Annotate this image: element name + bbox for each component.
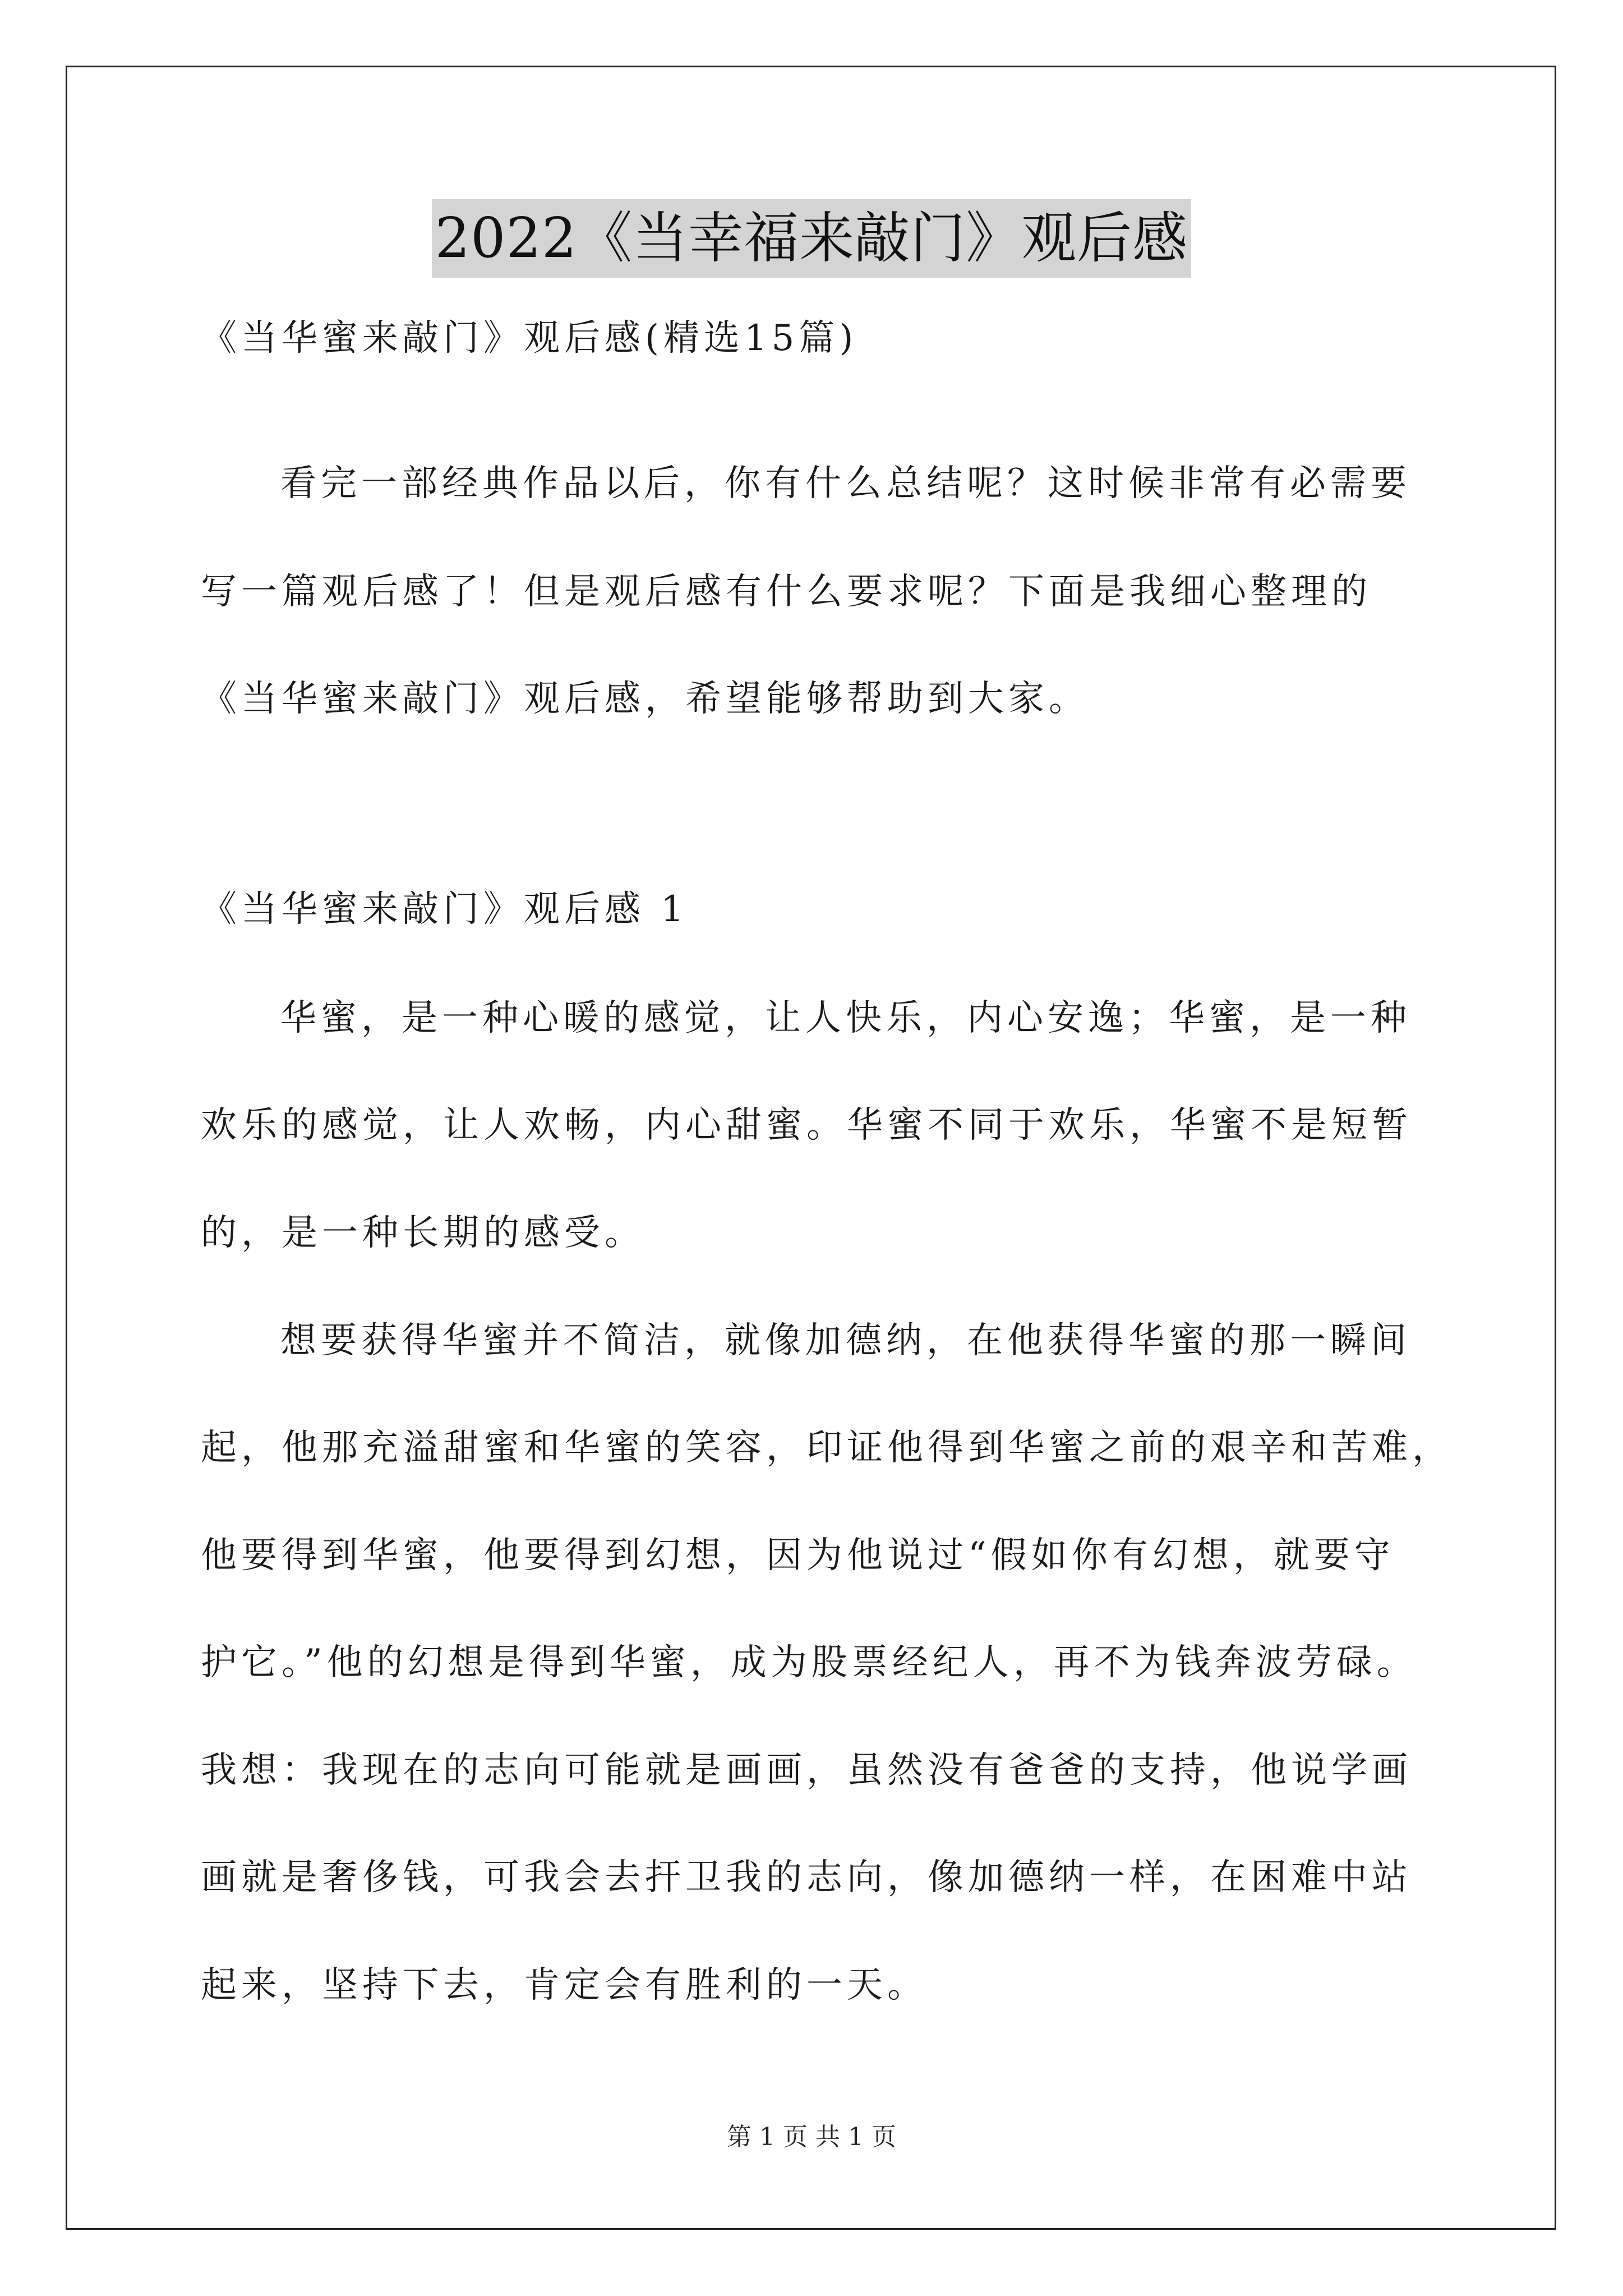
paragraph2-line-2: 起，他那充溢甜蜜和华蜜的笑容，印证他得到华蜜之前的艰辛和苦难， bbox=[201, 1427, 1453, 1469]
title-container bbox=[0, 199, 1623, 278]
section-heading: 《当华蜜来敲门》观后感 1 bbox=[201, 889, 689, 930]
paragraph2-line-4: 护它。”他的幻想是得到华蜜，成为股票经纪人，再不为钱奔波劳碌。 bbox=[201, 1642, 1417, 1683]
document-subtitle: 《当华蜜来敲门》观后感(精选15篇) bbox=[201, 318, 858, 359]
paragraph2-line-6: 画就是奢侈钱，可我会去扞卫我的志向，像加德纳一样，在困难中站 bbox=[201, 1857, 1412, 1898]
paragraph1-line-1: 华蜜，是一种心暖的感觉，让人快乐，内心安逸；华蜜，是一种 bbox=[280, 997, 1411, 1039]
paragraph2-line-5: 我想：我现在的志向可能就是画画，虽然没有爸爸的支持，他说学画 bbox=[201, 1750, 1412, 1791]
page-footer: 第 1 页 共 1 页 bbox=[727, 2123, 896, 2151]
intro-line-2: 写一篇观后感了！但是观后感有什么要求呢？下面是我细心整理的 bbox=[201, 571, 1372, 613]
paragraph2-line-7: 起来，坚持下去，肯定会有胜利的一天。 bbox=[201, 1964, 928, 2006]
paragraph1-line-3: 的，是一种长期的感受。 bbox=[201, 1212, 645, 1254]
intro-line-1: 看完一部经典作品以后，你有什么总结呢？这时候非常有必需要 bbox=[280, 463, 1411, 504]
paragraph2-line-1: 想要获得华蜜并不简洁，就像加德纳，在他获得华蜜的那一瞬间 bbox=[280, 1320, 1411, 1361]
paragraph1-line-2: 欢乐的感觉，让人欢畅，内心甜蜜。华蜜不同于欢乐，华蜜不是短暂 bbox=[201, 1105, 1412, 1146]
paragraph2-line-3: 他要得到华蜜，他要得到幻想，因为他说过“假如你有幻想，就要守 bbox=[201, 1535, 1395, 1576]
intro-line-3: 《当华蜜来敲门》观后感，希望能够帮助到大家。 bbox=[201, 678, 1089, 720]
document-title: 2022《当幸福来敲门》观后感 bbox=[432, 199, 1191, 278]
